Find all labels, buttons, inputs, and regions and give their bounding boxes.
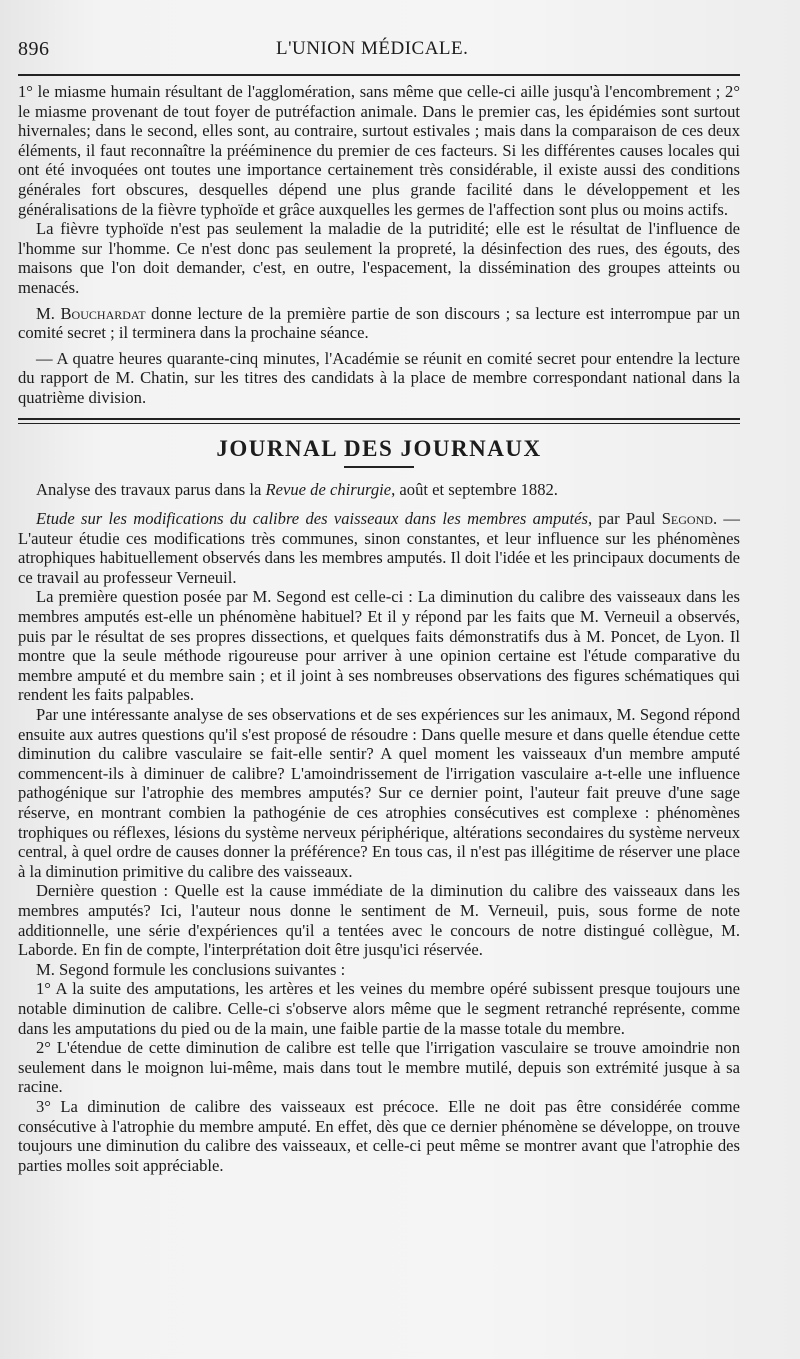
- running-head: [18, 36, 740, 62]
- article-by: , par Paul: [587, 509, 662, 529]
- paragraph-comite-secret: — A quatre heures quarante-cinq minutes, l'Académie se réunit en comité secret pour entendre la lecture du rapport de M. Chatin, sur les titres des candidats à la place de membre correspondant national dans la quatrième division.: [18, 348, 740, 407]
- analyse-journal: Revue de chirurgie: [265, 479, 392, 499]
- paragraph-bouchardat: [18, 304, 740, 343]
- article-text: . — L'auteur étudie ces modifications très communes, sinon constantes, et leur influence sur les phénomènes atrophiques habituellement observés dans les membres amputés. Il doit l'idée et les principaux documents de ce travail au professeur Verneuil.: [18, 509, 740, 587]
- article-title: Etude sur les modifications du calibre des vaisseaux dans les membres amputés: [36, 509, 588, 529]
- conclusion-3: 3° La diminution de calibre des vaisseaux est précoce. Elle ne doit pas être considérée comme consécutive à l'atrophie du membre amputé. En effet, dès que ce dernier phénomène se développe, on trouve toujours une diminution du calibre des vaisseaux, et celle-ci peut même se montrer avant que l'atrophie des parties molles soit appréciable.: [18, 1096, 740, 1175]
- analyse-suffix: , août et septembre 1882.: [391, 479, 558, 499]
- paragraph-analyse-observations: Par une intéressante analyse de ses observations et de ses expériences sur les animaux, M. Segond répond ensuite aux autres questions qu'il s'est proposé de résoudre : Dans quelle mesure et dans quelle étendue cette diminution du calibre vasculaire se fait-elle sentir? A quel moment les vaisseaux d'un membre amputé commencent-ils à diminuer de calibre? L'amoindrissement de l'irrigation vasculaire a-t-elle une influence pathogénique sur l'atrophie des membres amputés? Sur ce dernier point, l'auteur fait preuve d'une sage réserve, en montrant combien la pathogénie de ces atrophies consécutives est complexe : phénomènes trophiques ou réflexes, lésions du système nerveux périphérique, altérations secondaires du système nerveux central, à quel ordre de causes donner la préférence? En tous cas, il n'est pas illégitime de réserver une place à la diminution primitive du calibre des vaisseaux.: [18, 705, 740, 881]
- page-number: 896: [18, 38, 50, 60]
- spacer: [18, 499, 740, 509]
- analyse-prefix: Analyse des travaux parus dans la: [36, 479, 266, 499]
- paragraph-bouchardat-text: donne lecture de la première partie de son discours ; sa lecture est interrompue par un comité secret ; il terminera dans la prochaine séance.: [18, 303, 741, 343]
- article-author: Segond: [661, 509, 713, 529]
- title-underline: [344, 466, 414, 468]
- paragraph-fievre-typhoide: La fièvre typhoïde n'est pas seulement la maladie de la putridité; elle est le résultat de l'influence de l'homme sur l'homme. Ce n'est donc pas seulement la propreté, la désinfection des rues, des égouts, des maisons que l'on doit demander, c'est, en outre, l'espacement, la dissémination des groupes atteints ou menacés.: [18, 219, 740, 297]
- paragraph-conclusions-intro: M. Segond formule les conclusions suivantes :: [36, 959, 346, 979]
- header-rule: [18, 74, 740, 76]
- conclusion-2: 2° L'étendue de cette diminution de calibre est telle que l'irrigation vasculaire se trouve amoindrie non seulement dans le moignon lui-même, mais dans tout le membre mutilé, depuis son extrémité jusque à sa racine.: [18, 1038, 740, 1097]
- section-title: JOURNAL DES JOURNAUX: [216, 435, 542, 461]
- journal-name: L'UNION MÉDICALE.: [276, 38, 469, 59]
- paragraph-derniere-question: Dernière question : Quelle est la cause immédiate de la diminution du calibre des vaisseaux dans les membres amputés? Ici, l'auteur nous donne le sentiment de M. Verneuil, puis, sous forme de note additionnelle, une série d'expériences qu'il a tentées avec le concours de notre distingué collègue, M. Laborde. En fin de compte, l'interprétation doit être jusqu'ici réservée.: [18, 881, 740, 960]
- section-divider: [18, 418, 740, 424]
- article-intro: [18, 509, 740, 587]
- analyse-line: [18, 480, 740, 500]
- conclusion-1: 1° A la suite des amputations, les artères et les veines du membre opéré subissent presque toujours une notable diminution de calibre. Celle-ci s'observe alors même que le segment retranché représente, comme dans les amputations du pied ou de la main, une faible partie de la masse totale du membre.: [18, 979, 740, 1038]
- paragraph-premiere-question: La première question posée par M. Segond est celle-ci : La diminution du calibre des vaisseaux dans les membres amputés est-elle un phénomène habituel? Et il y répond par les faits que M. Verneuil a observés, puis par le résultat de ses propres dissections, et quelques faits démonstratifs dus à M. Poncet, de Lyon. Il montre que la seule méthode rigoureuse pour arriver à une opinion certaine est l'étude comparative du membre amputé et du membre sain ; et il joint à ses nombreuses observations des figures schématiques qui rendent les faits palpables.: [18, 587, 740, 705]
- paragraph-miasme: 1° le miasme humain résultant de l'agglomération, sans même que celle-ci aille jusqu'à l'encombrement ; 2° le miasme provenant de tout foyer de putréfaction animale. Dans le premier cas, les épidémies sont surtout hivernales; dans le second, elles sont, au contraire, surtout estivales ; mais dans la comparaison de ces deux éléments, il faut reconnaître la prééminence du premier de ces facteurs. Si les différentes causes locales qui ont été invoquées ont toutes une importance certainement très considérable, il existe aussi des conditions générales fort obscures, desquelles dépend une plus grande facilité dans le développement et les généralisations de la fièvre typhoïde et grâce auxquelles les germes de l'affection sont plus ou moins actifs.: [18, 82, 740, 219]
- speaker-name: M. Bouchardat: [36, 303, 146, 323]
